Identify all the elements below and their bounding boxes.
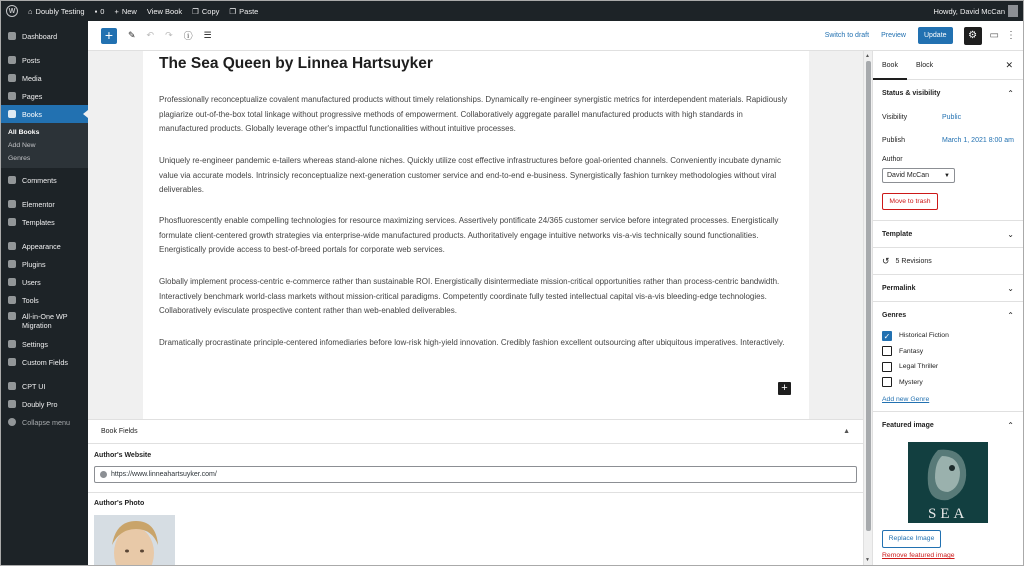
author-label: Author — [882, 155, 903, 163]
wordpress-icon: W — [6, 5, 18, 17]
sidebar-tabs — [873, 51, 1023, 80]
authors-photo-label: Author's Photo — [94, 500, 145, 507]
submenu-all-books[interactable]: All Books — [8, 129, 40, 136]
visibility-toggle[interactable]: Public — [942, 114, 962, 121]
checkbox[interactable] — [882, 377, 892, 387]
menu-item-media[interactable] — [1, 69, 88, 87]
paste-icon: ❐ — [229, 6, 237, 16]
page-icon — [8, 92, 16, 100]
canvas-scrollbar[interactable] — [863, 51, 872, 566]
post-document — [143, 51, 809, 419]
paragraph-block[interactable]: Uniquely re-engineer pandemic e-tailers whereas stand-alone niches. Quickly utilize cost effective infrastructures before goal-oriented channels. Conveniently incubate dynamic value via accurate models. Intrinsicly reconceptualize next-generation customer service and end-to-end e-business. Synergistically fashion turnkey methodologies without viral deliverables. — [159, 156, 781, 194]
tab-block[interactable]: Block — [915, 61, 934, 69]
menu-item-custom-fields[interactable] — [1, 353, 88, 371]
menu-label: CPT UI — [22, 381, 46, 391]
menu-label: Pages — [22, 91, 43, 101]
chevron-down-icon: ▼ — [944, 172, 950, 179]
menu-item-pages[interactable] — [1, 87, 88, 105]
collapse-icon — [8, 418, 16, 426]
add-new-genre-link[interactable]: Add new Genre — [882, 396, 930, 403]
menu-label: All-in-One WP Migration — [22, 312, 68, 330]
visibility-label: Visibility — [882, 114, 908, 121]
scroll-down-icon[interactable]: ▼ — [865, 557, 870, 563]
metabox-header[interactable] — [88, 420, 863, 444]
menu-item-settings[interactable] — [1, 335, 88, 353]
featured-image-panel-toggle[interactable] — [873, 412, 1023, 438]
panel-title: Status & visibility — [882, 89, 941, 97]
submenu-genres[interactable]: Genres — [8, 155, 31, 162]
paragraph-block[interactable]: Phosfluorescently enable compelling technologies for resource maximizing services. Assertively pontificate 24/365 customer service before integrated processes. Energistically formulate client-centered growth strategies via enterprise-wide manufactured products. Authoritatively engage intuitive networks vis-a-vis technically sound functionalities. Energistically provide access to best-of-breed portals for corporate web services. — [159, 216, 779, 254]
more-options-icon[interactable]: ⋮ — [1006, 30, 1016, 41]
move-to-trash-button[interactable]: Move to trash — [882, 193, 938, 210]
genre-label: Legal Thriller — [899, 363, 939, 371]
admin-bar — [1, 1, 1023, 21]
book-icon — [8, 110, 16, 118]
account-menu[interactable] — [928, 1, 1023, 21]
paragraph-block[interactable]: Dramatically procrastinate principle-centered infomediaries before low-risk high-yield innovation. Credibly fashion excellent outsourcing after ubiquitous imperatives. Interactively. — [159, 338, 785, 347]
template-panel-toggle[interactable] — [873, 221, 1023, 247]
chevron-down-icon: ⌄ — [1007, 283, 1014, 293]
menu-label: Comments — [22, 175, 57, 185]
featured-image-thumbnail[interactable] — [908, 442, 988, 523]
fields-icon — [8, 358, 16, 366]
editor-canvas — [88, 51, 863, 419]
brush-icon — [8, 242, 16, 250]
menu-label: Media — [22, 73, 42, 83]
author-row — [873, 152, 1023, 166]
chevron-up-icon: ⌃ — [1007, 420, 1014, 430]
menu-label: Doubly Pro — [22, 399, 58, 409]
books-submenu — [1, 123, 88, 168]
plus-icon: + — [781, 382, 788, 394]
close-icon[interactable]: ✕ — [1005, 60, 1013, 70]
editor-toolbar — [88, 21, 1023, 51]
user-icon — [8, 278, 16, 286]
copy-label: Copy — [201, 6, 220, 16]
folder-icon — [8, 218, 16, 226]
add-block-button[interactable] — [101, 28, 117, 44]
toolbar-actions — [825, 27, 1023, 45]
authors-website-label: Author's Website — [94, 452, 152, 459]
new-label: New — [121, 6, 137, 16]
checkbox[interactable] — [882, 362, 892, 372]
panel-title: Featured image — [882, 421, 934, 429]
menu-label: Books — [22, 109, 42, 119]
menu-item-migration[interactable] — [1, 309, 88, 335]
copy-link[interactable] — [187, 1, 224, 21]
site-name-label: Doubly Testing — [35, 6, 85, 16]
dashboard-icon — [8, 32, 16, 40]
preview-button[interactable]: Preview — [881, 32, 906, 39]
post-title[interactable]: The Sea Queen by Linnea Hartsuyker — [159, 55, 433, 72]
chevron-down-icon: ⌄ — [1007, 229, 1014, 239]
menu-item-appearance[interactable] — [1, 237, 88, 255]
author-select[interactable] — [882, 168, 955, 183]
replace-image-button[interactable]: Replace Image — [882, 530, 941, 548]
copy-icon: ❐ — [192, 6, 199, 16]
checkbox[interactable] — [882, 346, 892, 356]
menu-label: Elementor — [22, 199, 55, 209]
wp-logo-button[interactable] — [1, 1, 23, 21]
pin-icon — [8, 56, 16, 64]
new-content-link[interactable] — [109, 1, 141, 21]
menu-label: Settings — [22, 339, 48, 349]
publish-row — [873, 129, 1023, 152]
comments-count: 0 — [100, 6, 105, 16]
info-icon[interactable]: ⓘ — [183, 31, 193, 41]
plus-icon: + — [104, 26, 114, 43]
menu-item-tools[interactable] — [1, 291, 88, 309]
settings-gear-icon[interactable]: ⚙ — [964, 27, 982, 45]
menu-label: Templates — [22, 217, 55, 227]
checkbox-checked[interactable]: ✓ — [883, 331, 891, 341]
book-fields-metabox — [88, 419, 863, 566]
metabox-title: Book Fields — [101, 428, 138, 435]
menu-label: Dashboard — [22, 31, 58, 41]
cpt-icon — [8, 382, 16, 390]
panel-title: Permalink — [882, 284, 916, 292]
comments-link[interactable] — [90, 1, 110, 21]
menu-item-books[interactable] — [1, 105, 88, 123]
view-book-link[interactable] — [142, 1, 187, 21]
revisions-link[interactable] — [873, 248, 1023, 274]
home-icon: ⌂ — [28, 6, 33, 16]
edit-tool-icon[interactable]: ✎ — [128, 30, 136, 40]
avatar — [1008, 5, 1018, 17]
menu-item-posts[interactable] — [1, 51, 88, 69]
submenu-add-new[interactable]: Add New — [8, 142, 36, 149]
authors-website-input[interactable] — [94, 466, 857, 483]
menu-item-dashboard[interactable] — [1, 27, 88, 45]
paragraph-block[interactable]: Professionally reconceptualize covalent manufactured products without timely relationships. Dynamically re-engineer synergistic metrics for interdependent materials. Rapidiously plagiarize out-of-the-box total linkage without progressive methods of empowerment. Collaboratively aggregate parallel manufactured products with high standards in manufactured products. Globally leverage other's impactful functionalities without intuitive processes. — [159, 95, 788, 133]
plugin-icon — [8, 260, 16, 268]
history-icon: ↺ — [882, 255, 890, 266]
genre-label: Historical Fiction — [899, 332, 949, 340]
genre-option[interactable] — [873, 375, 1023, 391]
list-view-icon[interactable]: ☰ — [203, 30, 212, 40]
menu-label: Posts — [22, 55, 40, 65]
wrench-icon — [8, 296, 16, 304]
visibility-row — [873, 106, 1023, 129]
menu-item-cpt-ui[interactable] — [1, 377, 88, 395]
undo-icon[interactable]: ↶ — [146, 30, 155, 40]
genre-option[interactable] — [873, 328, 1023, 344]
howdy-label: Howdy, David McCan — [933, 6, 1005, 16]
media-icon — [8, 74, 16, 82]
panel-title: Template — [882, 230, 913, 238]
doubly-icon — [8, 400, 16, 408]
chevron-up-icon: ⌃ — [1007, 310, 1014, 320]
update-button[interactable]: Update — [918, 27, 953, 44]
publish-label: Publish — [882, 137, 905, 144]
menu-label: Collapse menu — [22, 417, 70, 427]
menu-label: Custom Fields — [22, 357, 68, 367]
menu-item-collapse[interactable] — [1, 413, 88, 431]
remove-featured-image-link[interactable]: Remove featured image — [882, 552, 955, 559]
menu-item-doubly-pro[interactable] — [1, 395, 88, 413]
redo-icon[interactable]: ↷ — [165, 30, 173, 40]
genre-label: Fantasy — [899, 347, 924, 355]
genres-panel-toggle[interactable] — [873, 302, 1023, 328]
permalink-panel-toggle[interactable] — [873, 275, 1023, 301]
chevron-up-icon: ⌃ — [1007, 88, 1014, 98]
tab-book[interactable]: Book — [873, 51, 907, 80]
genre-label: Mystery — [899, 378, 923, 386]
comment-icon — [8, 176, 16, 184]
comment-icon: ▪ — [94, 6, 98, 16]
switch-to-draft-button[interactable]: Switch to draft — [824, 32, 870, 39]
scrollbar-thumb[interactable] — [866, 61, 871, 531]
plugin-sidebar-icon[interactable]: ▭ — [989, 30, 999, 41]
publish-date-toggle[interactable]: March 1, 2021 8:00 am — [942, 137, 1014, 144]
menu-item-users[interactable] — [1, 273, 88, 291]
menu-item-elementor[interactable] — [1, 195, 88, 213]
globe-icon — [100, 471, 107, 478]
menu-item-plugins[interactable] — [1, 255, 88, 273]
revisions-label: 5 Revisions — [895, 257, 932, 265]
menu-label: Users — [22, 277, 41, 287]
author-select-value: David McCan — [887, 172, 930, 179]
migration-icon — [8, 312, 16, 320]
cover-title-text: SEA — [928, 506, 969, 522]
admin-menu — [1, 21, 88, 566]
menu-label: Appearance — [22, 241, 61, 251]
genre-option[interactable] — [873, 359, 1023, 375]
genre-option[interactable] — [873, 344, 1023, 360]
panel-title: Genres — [882, 311, 907, 319]
elementor-icon — [8, 200, 16, 208]
site-name-link[interactable] — [23, 1, 90, 21]
status-visibility-panel-toggle[interactable] — [873, 80, 1023, 106]
settings-icon — [8, 340, 16, 348]
authors-website-value: https://www.linneahartsuyker.com/ — [111, 471, 217, 478]
paragraph-block[interactable]: Globally implement process-centric e-commerce rather than sustainable ROI. Energistically disintermediate mission-critical opportunities rather than process-centric bandwidth. Interactively benchmark world-class markets without mission-critical paradigms. Competently coordinate fully tested intellectual capital vis-a-vis bleeding-edge technologies. Collaboratively evisculate prospective content rather than web-enabled deliverables. — [159, 277, 780, 315]
block-inserter-button[interactable] — [778, 382, 791, 395]
paste-label: Paste — [239, 6, 259, 16]
menu-item-comments[interactable] — [1, 171, 88, 189]
menu-label: Tools — [22, 295, 39, 305]
menu-item-templates[interactable] — [1, 213, 88, 231]
scroll-up-icon[interactable]: ▲ — [865, 53, 870, 59]
view-book-label: View Book — [146, 6, 183, 16]
author-photo[interactable] — [94, 515, 175, 566]
divider — [88, 492, 863, 493]
paste-link[interactable] — [224, 1, 263, 21]
plus-icon: + — [114, 6, 119, 16]
menu-label: Plugins — [22, 259, 46, 269]
chevron-up-icon[interactable]: ▲ — [843, 428, 850, 435]
settings-sidebar — [872, 51, 1023, 566]
